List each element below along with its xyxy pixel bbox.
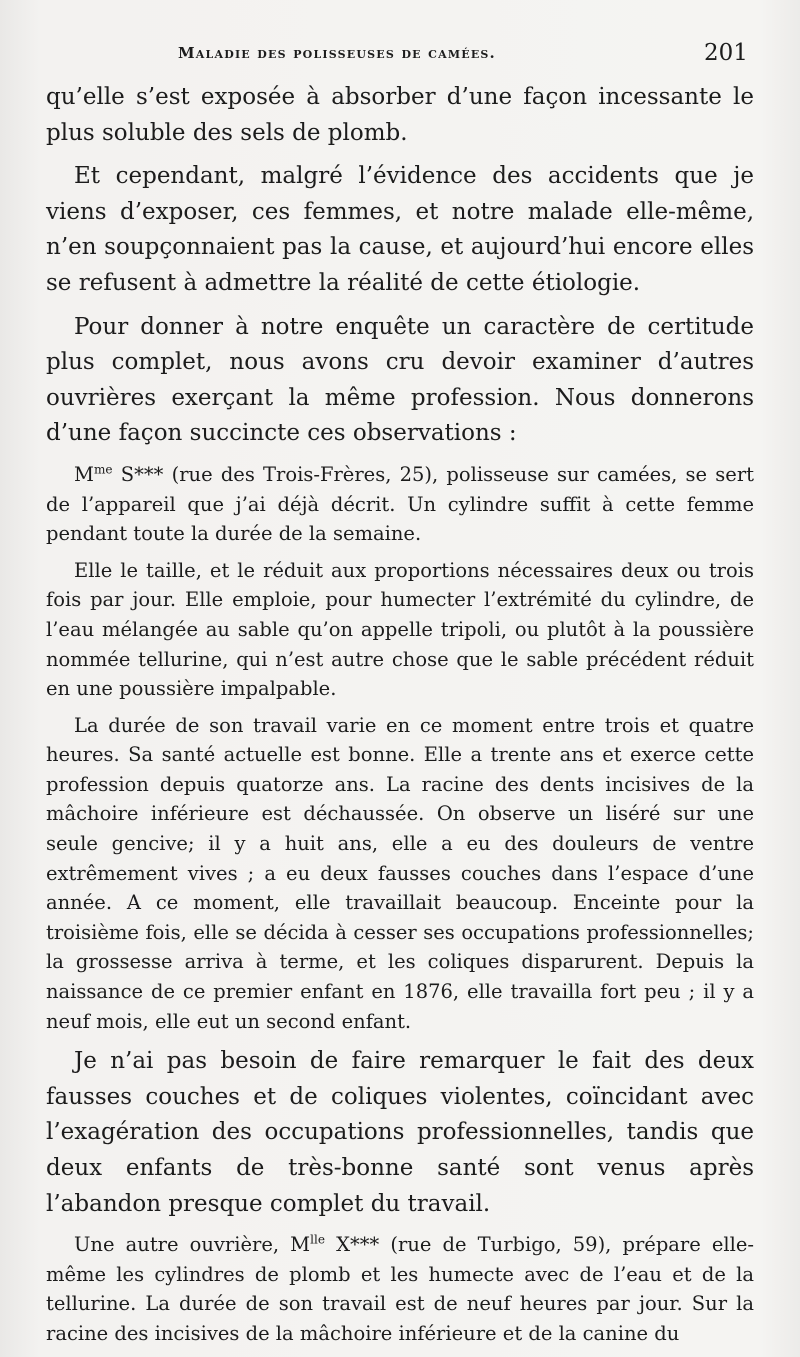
observation-2	[46, 1230, 754, 1348]
paragraph-text: (rue des Trois-Frères, 25), polisseuse sur camées, se sert de l’appareil que j’ai déjà décrit. Un cylindre suffit à cette femme pendant toute la durée de la semaine.	[46, 462, 754, 546]
paragraph-text: Pour donner à notre enquête un caractère de certitude plus complet, nous avons cru devoir examiner d’autres ouvrières exerçant la même profession. Nous donnerons d’une façon succincte ces observations :	[46, 313, 754, 447]
paragraph-text: La durée de son travail varie en ce moment entre trois et quatre heures. Sa santé actuelle est bonne. Elle a trente ans et exerce cette profession depuis quatorze ans. La racine des dents incisives de la mâchoire inférieure est déchaussée. On observe un liséré sur une seule gencive; il y a huit ans, elle a eu des douleurs de ventre extrêmement vives ; a eu deux fausses couches dans l’espace d’une année. A ce moment, elle travaillait beaucoup. Enceinte pour la troisième fois, elle se décida à cesser ses occupations professionnelles; la grossesse arriva à terme, et les coliques disparurent. Depuis la naissance de ce premier enfant en 1876, elle travailla fort peu ; il y a neuf mois, elle eut un second enfant.	[46, 713, 754, 1033]
title-superscript: me	[93, 462, 113, 477]
page-number: 201	[704, 40, 748, 66]
page-body	[46, 80, 754, 1349]
paragraph-1	[46, 80, 754, 151]
paragraph-6	[46, 711, 754, 1037]
paragraph-text: Elle le taille, et le réduit aux proportions nécessaires deux ou trois fois par jour. Elle emploie, pour humecter l’extrémité du cylindre, de l’eau mélangée au sable qu’on appelle tripoli, ou plutôt à la poussière nommée tellurine, qui n’est autre chose que le sable précédent réduit en une poussière impalpable.	[46, 558, 754, 701]
paragraph-text: qu’elle s’est exposée à absorber d’une façon incessante le plus soluble des sels de plomb.	[46, 84, 754, 146]
paragraph-5	[46, 556, 754, 704]
paragraph-3	[46, 310, 754, 452]
paragraph-2	[46, 159, 754, 301]
observation-1	[46, 460, 754, 549]
paragraph-text: Et cependant, malgré l’évidence des accidents que je viens d’exposer, ces femmes, et notre malade elle-même, n’en soupçonnaient pas la cause, et aujourd’hui encore elles se refusent à admettre la réalité de cette étiologie.	[46, 163, 754, 296]
paragraph-7	[46, 1044, 754, 1222]
title-prefix: Une autre ouvrière, M	[74, 1233, 311, 1257]
title-superscript: lle	[310, 1232, 326, 1247]
patient-name: S***	[120, 462, 164, 486]
title-prefix: M	[74, 462, 94, 486]
running-title: Maladie des polisseuses de camées.	[178, 44, 496, 62]
patient-name: X***	[336, 1233, 380, 1257]
page-header	[0, 36, 800, 76]
paragraph-text: (rue de Turbigo, 59), prépare elle-même les cylindres de plomb et les humecte avec de l’eau et de la tellurine. La durée de son travail est de neuf heures par jour. Sur la racine des incisives de la mâchoire inférieure et de la canine du	[46, 1233, 755, 1345]
paragraph-text: Je n’ai pas besoin de faire remarquer le fait des deux fausses couches et de coliques violentes, coïncidant avec l’exagération des occupations professionnelles, tandis que deux enfants de très-bonne santé sont venus après l’abandon presque complet du travail.	[46, 1048, 754, 1217]
